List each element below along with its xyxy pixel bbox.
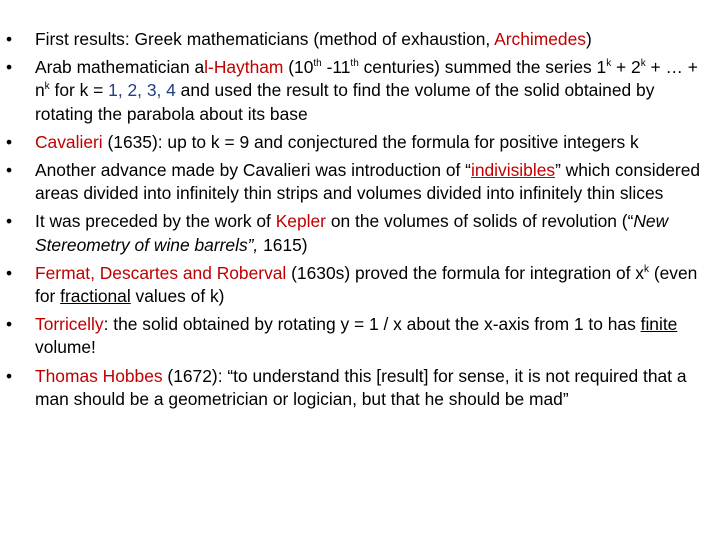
name-cavalieri: Cavalieri [35, 131, 103, 152]
bullet-text: : the solid obtained by rotating y = 1 / x about the x-axis from 1 to has [103, 314, 641, 335]
name-al-haytham: l-Haytham [204, 57, 284, 78]
term-indivisibles: indivisibles [470, 160, 556, 181]
bullet-dot: • [6, 262, 13, 283]
name-fermat-descartes-roberval: Fermat, Descartes and Roberval [35, 262, 287, 283]
bullet-text: Another advance made by Cavalieri was introduction of “ [35, 160, 471, 181]
bullet-text: ) [585, 29, 592, 49]
bullet-text: values of k) [130, 286, 225, 307]
bullet-dot: • [6, 365, 13, 386]
bullet-text: + 2 [611, 57, 641, 78]
bullet-text: + … + n [35, 57, 698, 101]
bullet-torricelly [0, 313, 720, 359]
name-torricelly: Torricelly [35, 314, 104, 335]
superscript: th [350, 58, 359, 70]
bullet-greek [0, 28, 720, 51]
bullet-text: centuries) summed the series 1 [358, 57, 607, 78]
bullet-text: volume! [35, 337, 96, 358]
bullet-text: on the volumes of solids of revolution (“ [325, 211, 634, 232]
superscript: k [643, 264, 649, 276]
bullet-text: ” which considered areas divided into infinitely thin strips and volumes divided into infinitely thin slices [35, 160, 701, 204]
name-kepler: Kepler [275, 211, 326, 232]
bullet-kepler [0, 210, 720, 256]
bullet-fermat [0, 262, 720, 308]
bullet-text: First results: Greek mathematicians (method of exhaustion, [35, 29, 495, 49]
bullet-text: (10 [283, 57, 314, 78]
bullet-text: (even for [35, 262, 698, 307]
bullet-cavalieri [0, 131, 720, 154]
superscript: k [44, 81, 50, 93]
bullet-indivisibles [0, 159, 720, 205]
bullet-hobbes [0, 365, 720, 411]
name-archimedes: Archimedes [494, 29, 586, 49]
superscript: k [606, 58, 612, 70]
term-finite: finite [640, 314, 678, 335]
bullet-al-haytham [0, 56, 720, 126]
bullet-dot: • [6, 211, 13, 232]
bullet-dot: • [6, 131, 13, 152]
bullet-dot: • [6, 160, 13, 181]
bullet-text: -11 [321, 57, 351, 78]
bullet-text: (1672): “to understand this [result] for sense, it is not required that a man should be a geometrician or logician, but that he should be mad” [35, 365, 687, 409]
bullet-list [0, 28, 720, 416]
bullet-dot: • [6, 29, 13, 49]
bullet-text: (1635): up to k = 9 and conjectured the formula for positive integers k [102, 131, 639, 152]
k-values: 1, 2, 3, 4 [108, 80, 176, 101]
bullet-text: and used the result to find the volume of the solid obtained by rotating the parabola about its base [35, 80, 655, 124]
bullet-text: Arab mathematician a [35, 57, 205, 78]
bullet-text: It was preceded by the work of [35, 211, 276, 232]
bullet-text: (1630s) proved the formula for integration of x [286, 262, 644, 283]
bullet-text: 1615) [258, 234, 308, 255]
term-fractional: fractional [60, 286, 131, 307]
bullet-text: for k = [49, 80, 109, 101]
superscript: th [313, 58, 322, 70]
name-thomas-hobbes: Thomas Hobbes [35, 365, 163, 386]
superscript: k [640, 58, 646, 70]
book-title: New Stereometry of wine barrels”, [35, 211, 669, 255]
bullet-dot: • [6, 314, 13, 335]
bullet-dot: • [6, 57, 13, 78]
